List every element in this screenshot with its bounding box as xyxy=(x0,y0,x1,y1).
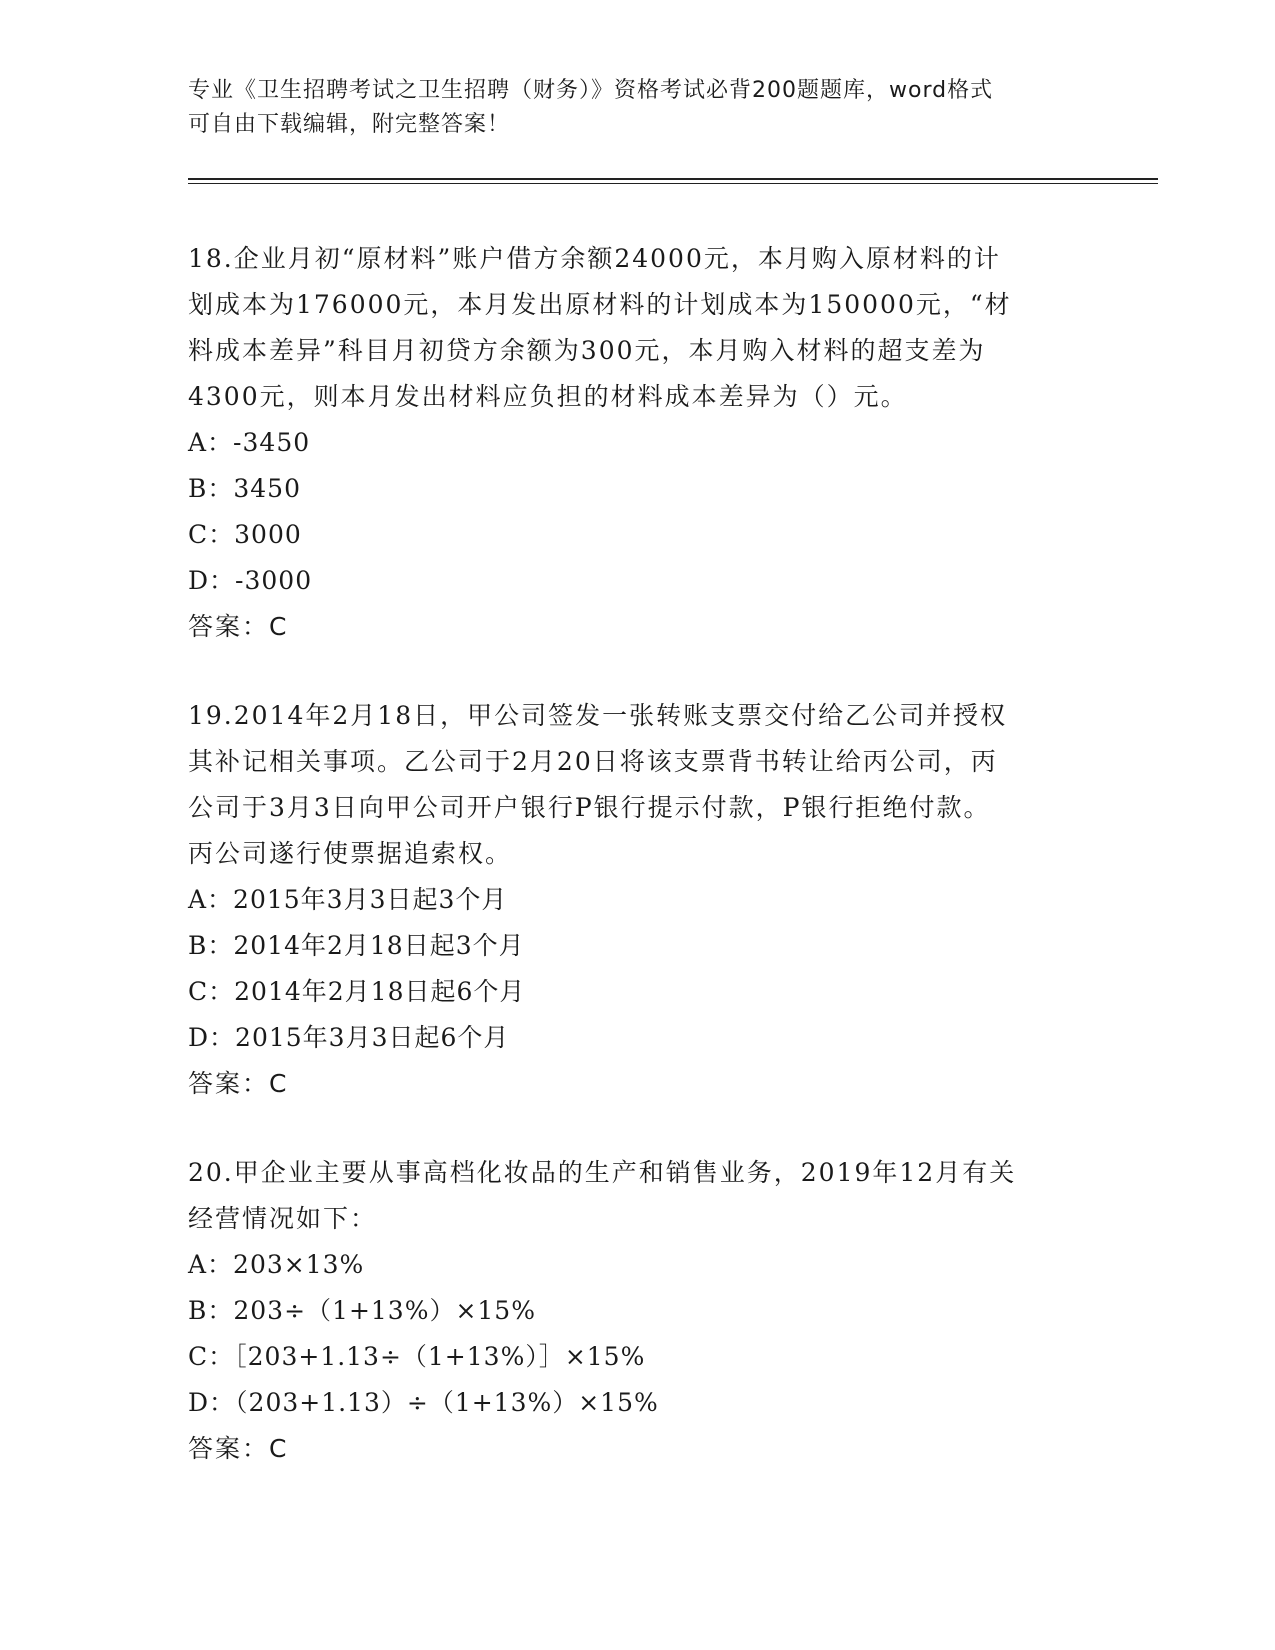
option-c: C：［203+1.13÷（1+13%）］×15% xyxy=(188,1342,646,1371)
option-b: B：2014年2月18日起3个月 xyxy=(188,931,525,960)
question-stem xyxy=(188,1150,1088,1242)
header-divider xyxy=(188,178,1158,180)
option-b: B：3450 xyxy=(188,474,301,503)
stem-line: 18.企业月初“原材料”账户借方余额24000元，本月购入原材料的计 xyxy=(188,244,1001,273)
question-stem xyxy=(188,693,1088,877)
answer-line: 答案：C xyxy=(188,1434,289,1463)
document-header xyxy=(188,74,1088,142)
stem-line: 4300元，则本月发出材料应负担的材料成本差异为（）元。 xyxy=(188,382,908,411)
option-a: A：203×13% xyxy=(188,1250,365,1279)
question-block xyxy=(188,693,1088,1107)
option-a: A：2015年3月3日起3个月 xyxy=(188,885,508,914)
option-d: D：-3000 xyxy=(188,566,313,595)
answer-line: 答案：C xyxy=(188,612,289,641)
stem-line: 19.2014年2月18日，甲公司签发一张转账支票交付给乙公司并授权 xyxy=(188,701,1008,730)
option-b: B：203÷（1+13%）×15% xyxy=(188,1296,536,1325)
stem-line: 公司于3月3日向甲公司开户银行P银行提示付款，P银行拒绝付款。 xyxy=(188,793,991,822)
option-c: C：2014年2月18日起6个月 xyxy=(188,977,526,1006)
header-line: 可自由下载编辑，附完整答案！ xyxy=(188,112,511,137)
stem-line: 经营情况如下： xyxy=(188,1204,378,1233)
question-stem xyxy=(188,236,1088,420)
option-d: D：2015年3月3日起6个月 xyxy=(188,1023,510,1052)
stem-line: 丙公司遂行使票据追索权。 xyxy=(188,839,513,868)
stem-line: 其补记相关事项。乙公司于2月20日将该支票背书转让给丙公司，丙 xyxy=(188,747,998,776)
option-d: D：（203+1.13）÷（1+13%）×15% xyxy=(188,1388,659,1417)
answer-line: 答案：C xyxy=(188,1069,289,1098)
option-a: A：-3450 xyxy=(188,428,311,457)
header-divider-thin xyxy=(188,183,1158,184)
header-line: 专业《卫生招聘考试之卫生招聘（财务）》资格考试必背200题题库，word格式 xyxy=(188,78,994,103)
question-block xyxy=(188,1150,1088,1472)
stem-line: 划成本为176000元，本月发出原材料的计划成本为150000元，“材 xyxy=(188,290,1012,319)
option-c: C：3000 xyxy=(188,520,302,549)
stem-line: 料成本差异”科目月初贷方余额为300元，本月购入材料的超支差为 xyxy=(188,336,986,365)
question-block xyxy=(188,236,1088,650)
stem-line: 20.甲企业主要从事高档化妆品的生产和销售业务，2019年12月有关 xyxy=(188,1158,1017,1187)
